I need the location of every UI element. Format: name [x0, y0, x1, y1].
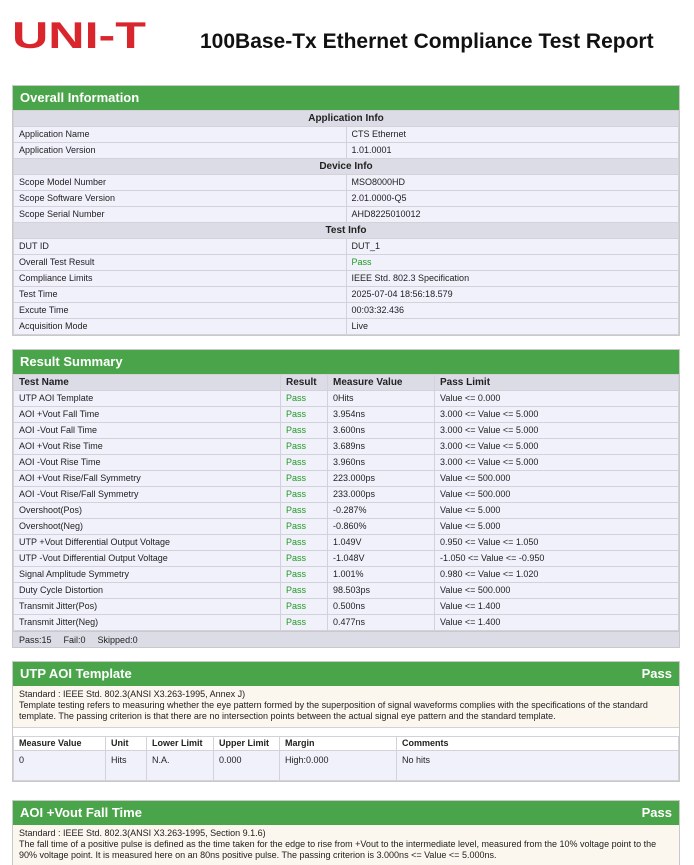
detail-column-header: Lower Limit: [147, 737, 214, 751]
info-group-header: [14, 111, 679, 127]
info-value: IEEE Std. 802.3 Specification: [346, 271, 679, 287]
report-header: [0, 0, 694, 80]
test-name-cell: Overshoot(Neg): [14, 519, 281, 535]
result-cell: Pass: [281, 471, 328, 487]
info-key: Excute Time: [14, 303, 347, 319]
test-name-cell: AOI +Vout Rise/Fall Symmetry: [14, 471, 281, 487]
detail-column-header: Unit: [106, 737, 147, 751]
result-cell: Pass: [281, 535, 328, 551]
unit-logo: [12, 18, 148, 52]
pass-limit-cell: Value <= 5.000: [435, 503, 679, 519]
test-name-cell: Transmit Jitter(Pos): [14, 599, 281, 615]
result-cell: Pass: [281, 423, 328, 439]
info-key: DUT ID: [14, 239, 347, 255]
info-value: CTS Ethernet: [346, 127, 679, 143]
pass-limit-cell: 3.000 <= Value <= 5.000: [435, 423, 679, 439]
detail-cell: Hits: [106, 751, 147, 781]
info-key: Application Name: [14, 127, 347, 143]
test-name-cell: AOI -Vout Fall Time: [14, 423, 281, 439]
info-key: Scope Software Version: [14, 191, 347, 207]
summary-header-row: [14, 375, 679, 391]
info-key: Test Time: [14, 287, 347, 303]
result-cell: Pass: [281, 455, 328, 471]
result-cell: Pass: [281, 503, 328, 519]
pass-limit-cell: Value <= 0.000: [435, 391, 679, 407]
result-cell: Pass: [281, 439, 328, 455]
fall-time-test-section: [12, 800, 680, 865]
test-standard: Standard : IEEE Std. 802.3(ANSI X3.263-1995, Annex J): [19, 689, 246, 699]
summary-row: [14, 615, 679, 631]
result-cell: Pass: [281, 519, 328, 535]
section-title: Result Summary: [20, 354, 123, 369]
info-row: [14, 271, 679, 287]
info-group-title: Test Info: [14, 223, 679, 239]
detail-header-row: [14, 737, 679, 751]
result-cell: Pass: [281, 615, 328, 631]
measure-value-cell: -0.287%: [328, 503, 435, 519]
pass-limit-cell: Value <= 5.000: [435, 519, 679, 535]
summary-row: [14, 471, 679, 487]
info-value: 2.01.0000-Q5: [346, 191, 679, 207]
test-name-cell: AOI -Vout Rise/Fall Symmetry: [14, 487, 281, 503]
result-summary-table: [13, 374, 679, 631]
report-title: 100Base-Tx Ethernet Compliance Test Report: [200, 30, 654, 53]
test-standard: Standard : IEEE Std. 802.3(ANSI X3.263-1995, Section 9.1.6): [19, 828, 266, 838]
summary-row: [14, 567, 679, 583]
info-row: [14, 255, 679, 271]
pass-limit-cell: Value <= 500.000: [435, 471, 679, 487]
info-key: Scope Serial Number: [14, 207, 347, 223]
summary-row: [14, 439, 679, 455]
info-row: [14, 319, 679, 335]
result-cell: Pass: [281, 599, 328, 615]
test-name-cell: AOI +Vout Fall Time: [14, 407, 281, 423]
measure-value-cell: -0.860%: [328, 519, 435, 535]
svg-text:UNI-T: UNI-T: [12, 18, 147, 52]
measure-value-cell: 3.960ns: [328, 455, 435, 471]
pass-limit-cell: Value <= 1.400: [435, 599, 679, 615]
info-value: Live: [346, 319, 679, 335]
measure-value-cell: -1.048V: [328, 551, 435, 567]
detail-cell: High:0.000: [280, 751, 397, 781]
detail-cell: 0.000: [214, 751, 280, 781]
info-row: [14, 175, 679, 191]
measure-value-cell: 1.001%: [328, 567, 435, 583]
template-test-section: [12, 661, 680, 782]
summary-row: [14, 503, 679, 519]
detail-column-header: Comments: [397, 737, 679, 751]
test-description: [13, 825, 679, 865]
info-group-title: Device Info: [14, 159, 679, 175]
detail-cell: No hits: [397, 751, 679, 781]
template-detail-table: [13, 736, 679, 781]
section-title: AOI +Vout Fall Time: [20, 805, 142, 820]
section-header: [13, 662, 679, 686]
summary-count: Fail:0: [63, 635, 86, 645]
detail-column-header: Margin: [280, 737, 397, 751]
info-row: [14, 191, 679, 207]
summary-column-header: Result: [281, 375, 328, 391]
pass-limit-cell: 0.980 <= Value <= 1.020: [435, 567, 679, 583]
info-value: DUT_1: [346, 239, 679, 255]
summary-row: [14, 455, 679, 471]
summary-row: [14, 487, 679, 503]
info-key: Scope Model Number: [14, 175, 347, 191]
measure-value-cell: 3.954ns: [328, 407, 435, 423]
pass-limit-cell: 3.000 <= Value <= 5.000: [435, 455, 679, 471]
summary-counts: [13, 631, 679, 647]
info-value: Pass: [346, 255, 679, 271]
section-title: Overall Information: [20, 90, 140, 105]
info-row: [14, 127, 679, 143]
summary-row: [14, 423, 679, 439]
summary-column-header: Test Name: [14, 375, 281, 391]
detail-row: [14, 751, 679, 781]
result-cell: Pass: [281, 407, 328, 423]
detail-cell: N.A.: [147, 751, 214, 781]
info-row: [14, 207, 679, 223]
test-name-cell: UTP -Vout Differential Output Voltage: [14, 551, 281, 567]
overall-info-table: [13, 110, 679, 335]
info-value: MSO8000HD: [346, 175, 679, 191]
summary-row: [14, 535, 679, 551]
test-name-cell: Duty Cycle Distortion: [14, 583, 281, 599]
info-group-title: Application Info: [14, 111, 679, 127]
info-value: AHD8225010012: [346, 207, 679, 223]
section-header: [13, 86, 679, 110]
test-description-text: The fall time of a positive pulse is defined as the time taken for the edge to rise from +Vout to the intermediate level, measured from the 10% voltage point to the 90% voltage point. It is measured here on an 80ns positive pulse. The passing criterion is 3.000ns <= Value <= 5.000ns.: [19, 839, 657, 860]
section-header: [13, 350, 679, 374]
test-description-text: Template testing refers to measuring whether the eye pattern formed by the superposition of signal waveforms complies with the specifications of the standard template. The passing criterion is that there are no intersection points between the actual signal eye pattern and the standard template.: [19, 700, 648, 721]
summary-row: [14, 407, 679, 423]
summary-count: Pass:15: [19, 635, 52, 645]
result-summary-section: [12, 349, 680, 648]
info-key: Acquisition Mode: [14, 319, 347, 335]
test-name-cell: Overshoot(Pos): [14, 503, 281, 519]
measure-value-cell: 3.689ns: [328, 439, 435, 455]
summary-row: [14, 551, 679, 567]
test-name-cell: AOI -Vout Rise Time: [14, 455, 281, 471]
test-name-cell: AOI +Vout Rise Time: [14, 439, 281, 455]
info-row: [14, 303, 679, 319]
result-cell: Pass: [281, 551, 328, 567]
info-value: 1.01.0001: [346, 143, 679, 159]
summary-row: [14, 583, 679, 599]
summary-column-header: Measure Value: [328, 375, 435, 391]
test-name-cell: UTP AOI Template: [14, 391, 281, 407]
test-name-cell: Transmit Jitter(Neg): [14, 615, 281, 631]
summary-row: [14, 599, 679, 615]
measure-value-cell: 233.000ps: [328, 487, 435, 503]
info-group-header: [14, 159, 679, 175]
info-value: 2025-07-04 18:56:18.579: [346, 287, 679, 303]
test-description: [13, 686, 679, 728]
measure-value-cell: 3.600ns: [328, 423, 435, 439]
pass-limit-cell: 0.950 <= Value <= 1.050: [435, 535, 679, 551]
detail-cell: 0: [14, 751, 106, 781]
pass-limit-cell: 3.000 <= Value <= 5.000: [435, 407, 679, 423]
measure-value-cell: 223.000ps: [328, 471, 435, 487]
summary-count: Skipped:0: [97, 635, 138, 645]
result-cell: Pass: [281, 583, 328, 599]
pass-limit-cell: -1.050 <= Value <= -0.950: [435, 551, 679, 567]
pass-limit-cell: 3.000 <= Value <= 5.000: [435, 439, 679, 455]
summary-column-header: Pass Limit: [435, 375, 679, 391]
section-header: [13, 801, 679, 825]
test-name-cell: Signal Amplitude Symmetry: [14, 567, 281, 583]
info-key: Compliance Limits: [14, 271, 347, 287]
section-result: Pass: [641, 666, 672, 681]
info-key: Application Version: [14, 143, 347, 159]
detail-column-header: Upper Limit: [214, 737, 280, 751]
info-key: Overall Test Result: [14, 255, 347, 271]
summary-row: [14, 519, 679, 535]
info-row: [14, 143, 679, 159]
info-value: 00:03:32.436: [346, 303, 679, 319]
detail-column-header: Measure Value: [14, 737, 106, 751]
info-group-header: [14, 223, 679, 239]
pass-limit-cell: Value <= 1.400: [435, 615, 679, 631]
measure-value-cell: 0.477ns: [328, 615, 435, 631]
measure-value-cell: 98.503ps: [328, 583, 435, 599]
result-cell: Pass: [281, 567, 328, 583]
pass-limit-cell: Value <= 500.000: [435, 487, 679, 503]
result-cell: Pass: [281, 391, 328, 407]
measure-value-cell: 0.500ns: [328, 599, 435, 615]
test-name-cell: UTP +Vout Differential Output Voltage: [14, 535, 281, 551]
result-cell: Pass: [281, 487, 328, 503]
measure-value-cell: 0Hits: [328, 391, 435, 407]
section-title: UTP AOI Template: [20, 666, 132, 681]
summary-row: [14, 391, 679, 407]
overall-information-section: [12, 85, 680, 336]
pass-limit-cell: Value <= 500.000: [435, 583, 679, 599]
section-result: Pass: [641, 805, 672, 820]
info-row: [14, 239, 679, 255]
measure-value-cell: 1.049V: [328, 535, 435, 551]
info-row: [14, 287, 679, 303]
